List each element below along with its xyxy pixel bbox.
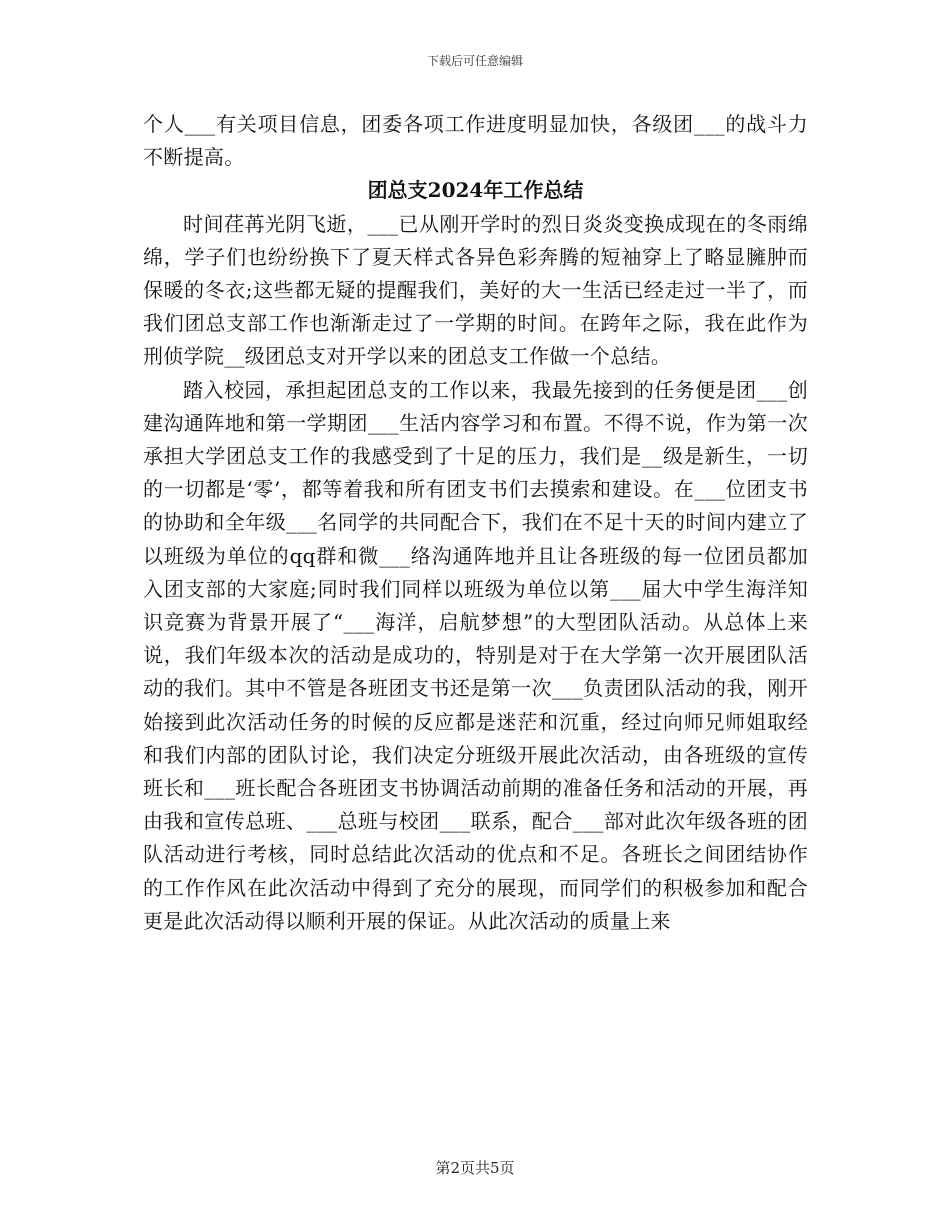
body-paragraph-1: 时间荏苒光阴飞逝，___已从刚开学时的烈日炎炎变换成现在的冬雨绵绵，学子们也纷纷换下了夏天样式各异色彩奔腾的短袖穿上了略显臃肿而保暖的冬衣;这些都无疑的提醒我们，美好的大一生活已经走过一半了，而我们团总支部工作也渐渐走过了一学期的时间。在跨年之际，我在此作为刑侦学院__级团总支对开学以来的团总支工作做一个总结。 xyxy=(143,211,808,369)
page-footer: 第2页共5页 xyxy=(435,1159,515,1177)
document-title: 团总支2024年工作总结 xyxy=(367,178,584,203)
body-paragraph-2: 踏入校园，承担起团总支的工作以来，我最先接到的任务便是团___创建沟通阵地和第一学期团___生活内容学习和布置。不得不说，作为第一次承担大学团总支工作的我感受到了十足的压力，我们是__级是新生，一切的一切都是‘零’，都等着我和所有团支书们去摸索和建设。在___位团支书的协助和全年级___名同学的共同配合下，我们在不足十天的时间内建立了以班级为单位的qq群和微___络沟通阵地并且让各班级的每一位团员都加入团支部的大家庭;同时我们同样以班级为单位以第___届大中学生海洋知识竞赛为背景开展了“___海洋，启航梦想”的大型团队活动。从总体上来说，我们年级本次的活动是成功的，特别是对于在大学第一次开展团队活动的我们。其中不管是各班团支书还是第一次___负责团队活动的我，刚开始接到此次活动任务的时候的反应都是迷茫和沉重，经过向师兄师姐取经和我们内部的团队讨论，我们决定分班级开展此次活动，由各班级的宣传班长和___班长配合各班团支书协调活动前期的准备任务和活动的开展，再由我和宣传总班、___总班与校团___联系，配合___部对此次年级各班的团队活动进行考核，同时总结此次活动的优点和不足。各班长之间团结协作的工作作风在此次活动中得到了充分的展现，而同学们的积极参加和配合更是此次活动得以顺利开展的保证。从此次活动的质量上来 xyxy=(143,377,808,933)
page-header: 下载后可任意编辑 xyxy=(426,54,523,68)
continuation-paragraph: 个人___有关项目信息，团委各项工作进度明显加快，各级团___的战斗力不断提高。 xyxy=(143,112,808,170)
document-body xyxy=(143,108,808,938)
